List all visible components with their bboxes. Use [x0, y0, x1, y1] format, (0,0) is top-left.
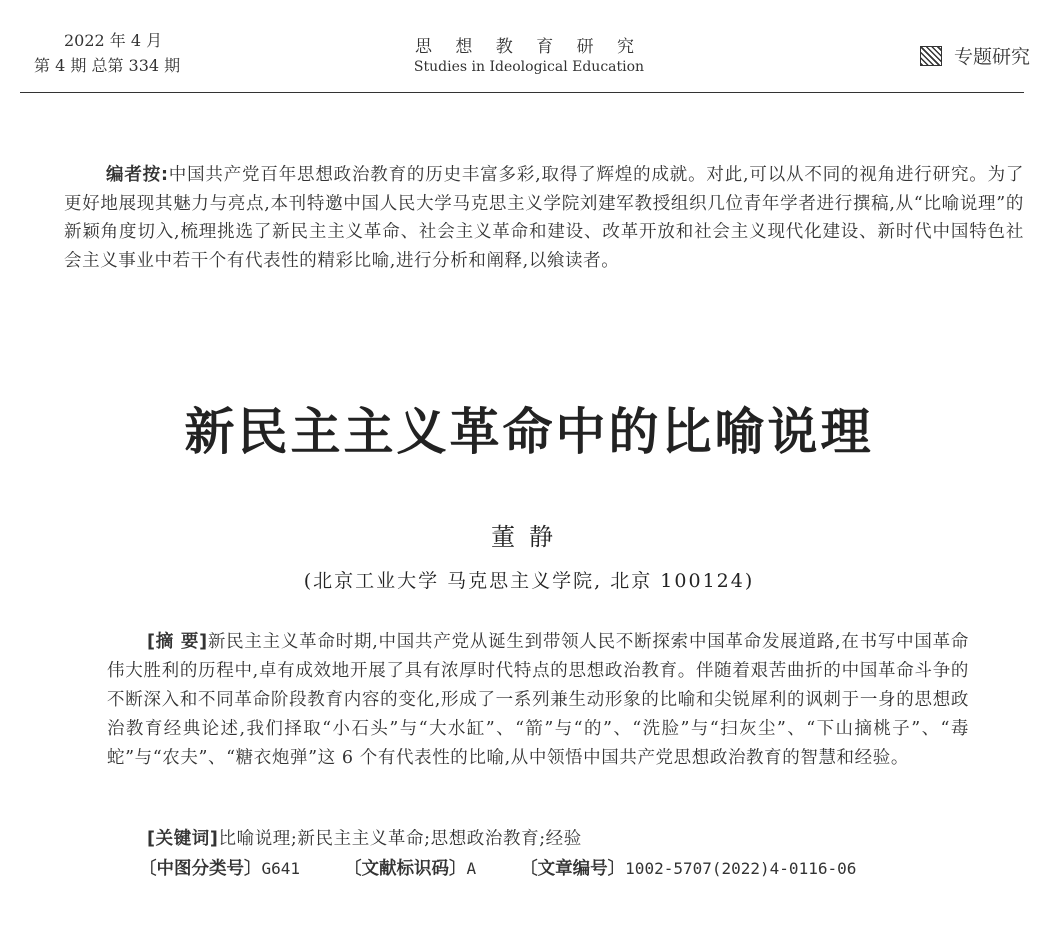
clc-number: 〔中图分类号〕G641 — [139, 859, 301, 879]
issue-number: 第 4 期 总第 334 期 — [34, 56, 181, 75]
article-title: 新民主主义革命中的比喻说理 — [184, 402, 874, 461]
classification-info — [139, 854, 900, 884]
header-rule — [20, 92, 1024, 93]
section-tag — [920, 42, 1030, 69]
document-code: 〔文献标识码〕A — [344, 859, 477, 879]
issue-date: 2022 年 4 月 — [64, 31, 163, 50]
keywords-label: [关键词] — [147, 829, 219, 849]
abstract-label: [摘 要] — [147, 632, 208, 652]
journal-name-en: Studies in Ideological Education — [413, 59, 645, 75]
keywords — [147, 825, 582, 854]
article-number: 〔文章编号〕1002-5707(2022)4-0116-06 — [520, 859, 857, 879]
page-header — [0, 0, 1058, 94]
editor-note — [64, 161, 1024, 275]
article-author: 董静 — [491, 523, 567, 551]
hatched-square-icon — [920, 46, 942, 66]
journal-name — [0, 36, 1058, 76]
editor-note-text: 中国共产党百年思想政治教育的历史丰富多彩,取得了辉煌的成就。对此,可以从不同的视角进行研究。为了更好地展现其魅力与亮点,本刊特邀中国人民大学马克思主义学院刘建军教授组织几位青年学者进行撰稿,从“比喻说理”的新颖角度切入,梳理挑选了新民主主义革命、社会主义革命和建设、改革开放和社会主义现代化建设、新时代中国特色社会主义事业中若干个有代表性的精彩比喻,进行分析和阐释,以飨读者。 — [64, 165, 1024, 271]
editor-note-label: 编者按: — [106, 165, 169, 185]
article-affiliation: (北京工业大学 马克思主义学院, 北京 100124) — [303, 570, 755, 592]
section-name: 专题研究 — [953, 46, 1030, 68]
keywords-text: 比喻说理;新民主主义革命;思想政治教育;经验 — [218, 829, 582, 849]
journal-name-cn: 思 想 教 育 研 究 — [414, 37, 644, 57]
abstract — [107, 628, 969, 773]
abstract-text: 新民主主义革命时期,中国共产党从诞生到带领人民不断探索中国革命发展道路,在书写中国革命伟大胜利的历程中,卓有成效地开展了具有浓厚时代特点的思想政治教育。伴随着艰苦曲折的中国革命斗争的不断深入和不同革命阶段教育内容的变化,形成了一系列兼生动形象的比喻和尖锐犀利的讽刺于一身的思想政治教育经典论述,我们择取“小石头”与“大水缸”、“箭”与“的”、“洗脸”与“扫灰尘”、“下山摘桃子”、“毒蛇”与“农夫”、“糖衣炮弹”这 6 个有代表性的比喻,从中领悟中国共产党思想政治教育的智慧和经验。 — [107, 632, 969, 768]
